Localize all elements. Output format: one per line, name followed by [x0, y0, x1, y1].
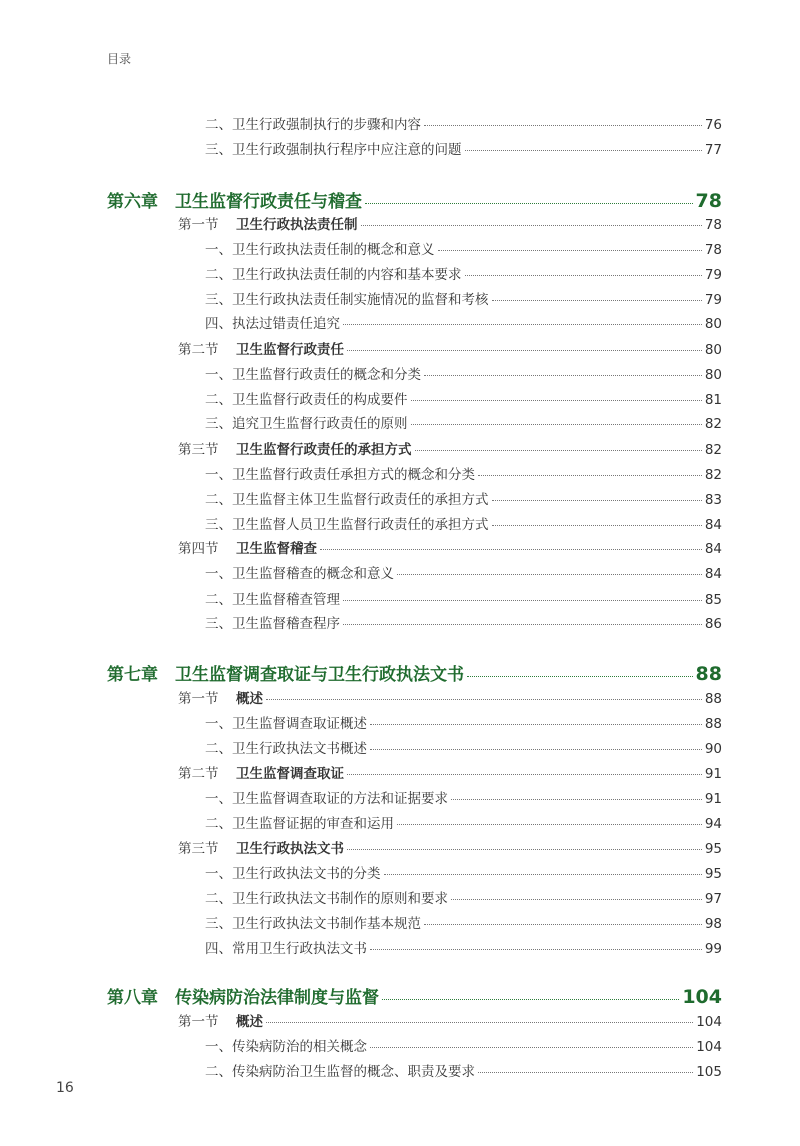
section-page: 82	[704, 442, 722, 458]
item-title: 三、追究卫生监督行政责任的原则	[205, 416, 408, 432]
item-page: 98	[704, 916, 722, 932]
toc-item[interactable]	[205, 138, 722, 158]
section-page: 95	[704, 841, 722, 857]
section-title: 卫生监督稽查	[236, 541, 317, 557]
dot-leader	[451, 799, 702, 800]
item-title: 三、卫生行政执法责任制实施情况的监督和考核	[205, 292, 489, 308]
dot-leader	[365, 203, 693, 204]
item-page: 79	[704, 292, 722, 308]
section-number: 第二节	[178, 342, 219, 358]
toc-item[interactable]	[205, 238, 722, 258]
dot-leader	[478, 1072, 693, 1073]
item-title: 二、卫生监督主体卫生监督行政责任的承担方式	[205, 492, 489, 508]
item-page: 99	[704, 941, 722, 957]
item-page: 83	[704, 492, 722, 508]
dot-leader	[438, 250, 702, 251]
item-page: 79	[704, 267, 722, 283]
dot-leader	[411, 424, 702, 425]
toc-section[interactable]	[178, 537, 722, 557]
toc-item[interactable]	[205, 1060, 722, 1080]
dot-leader	[384, 874, 702, 875]
toc-item[interactable]	[205, 363, 722, 383]
toc-section[interactable]	[178, 762, 722, 782]
item-page: 85	[704, 592, 722, 608]
item-page: 78	[704, 242, 722, 258]
toc-item[interactable]	[205, 113, 722, 133]
item-page: 88	[704, 716, 722, 732]
toc-section[interactable]	[178, 438, 722, 458]
section-number: 第二节	[178, 766, 219, 782]
section-number: 第一节	[178, 691, 219, 707]
item-title: 一、卫生监督行政责任的概念和分类	[205, 367, 421, 383]
section-title: 概述	[236, 1014, 263, 1030]
chapter-page: 88	[695, 663, 722, 685]
item-title: 二、卫生行政执法文书制作的原则和要求	[205, 891, 448, 907]
toc-chapter[interactable]	[107, 983, 722, 1008]
item-title: 四、常用卫生行政执法文书	[205, 941, 367, 957]
section-page: 91	[704, 766, 722, 782]
dot-leader	[382, 999, 679, 1000]
item-page: 80	[704, 316, 722, 332]
toc-item[interactable]	[205, 488, 722, 508]
toc-item[interactable]	[205, 937, 722, 957]
item-page: 76	[704, 117, 722, 133]
item-page: 82	[704, 467, 722, 483]
dot-leader	[492, 500, 702, 501]
section-page: 104	[696, 1014, 722, 1030]
toc-item[interactable]	[205, 862, 722, 882]
dot-leader	[266, 699, 702, 700]
toc-chapter[interactable]	[107, 660, 722, 685]
section-page: 84	[704, 541, 722, 557]
dot-leader	[370, 949, 702, 950]
toc-item[interactable]	[205, 787, 722, 807]
item-title: 二、卫生行政执法文书概述	[205, 741, 367, 757]
chapter-page: 104	[682, 986, 722, 1008]
item-title: 三、卫生监督人员卫生监督行政责任的承担方式	[205, 517, 489, 533]
item-title: 一、卫生监督行政责任承担方式的概念和分类	[205, 467, 475, 483]
item-page: 90	[704, 741, 722, 757]
item-title: 一、传染病防治的相关概念	[205, 1039, 367, 1055]
dot-leader	[424, 125, 702, 126]
running-head: 目录	[107, 52, 132, 66]
dot-leader	[347, 849, 702, 850]
dot-leader	[343, 624, 702, 625]
toc-item[interactable]	[205, 288, 722, 308]
section-number: 第四节	[178, 541, 219, 557]
dot-leader	[347, 350, 702, 351]
toc-chapter[interactable]	[107, 187, 722, 212]
item-title: 二、卫生监督证据的审查和运用	[205, 816, 394, 832]
dot-leader	[347, 774, 702, 775]
section-title: 卫生监督行政责任	[236, 342, 344, 358]
item-page: 95	[704, 866, 722, 882]
dot-leader	[492, 525, 702, 526]
toc-section[interactable]	[178, 338, 722, 358]
dot-leader	[451, 899, 702, 900]
section-title: 卫生行政执法责任制	[236, 217, 358, 233]
toc-section[interactable]	[178, 687, 722, 707]
dot-leader	[465, 275, 702, 276]
toc-item[interactable]	[205, 812, 722, 832]
item-page: 97	[704, 891, 722, 907]
dot-leader	[343, 324, 702, 325]
item-page: 91	[704, 791, 722, 807]
item-title: 二、卫生行政强制执行的步骤和内容	[205, 117, 421, 133]
toc-item[interactable]	[205, 388, 722, 408]
toc-item[interactable]	[205, 562, 722, 582]
section-page: 88	[704, 691, 722, 707]
toc-item[interactable]	[205, 312, 722, 332]
dot-leader	[465, 150, 702, 151]
item-title: 一、卫生行政执法责任制的概念和意义	[205, 242, 435, 258]
section-title: 卫生行政执法文书	[236, 841, 344, 857]
dot-leader	[370, 749, 702, 750]
item-page: 94	[704, 816, 722, 832]
section-number: 第三节	[178, 442, 219, 458]
chapter-number: 第六章	[107, 192, 158, 212]
section-page: 80	[704, 342, 722, 358]
item-page: 105	[696, 1064, 722, 1080]
dot-leader	[397, 574, 702, 575]
toc-item[interactable]	[205, 887, 722, 907]
section-page: 78	[704, 217, 722, 233]
section-number: 第一节	[178, 217, 219, 233]
toc-item[interactable]	[205, 412, 722, 432]
item-title: 一、卫生监督稽查的概念和意义	[205, 566, 394, 582]
dot-leader	[411, 400, 702, 401]
dot-leader	[467, 676, 693, 677]
item-page: 82	[704, 416, 722, 432]
item-page: 86	[704, 616, 722, 632]
item-title: 二、卫生监督稽查管理	[205, 592, 340, 608]
dot-leader	[478, 475, 702, 476]
toc-item[interactable]	[205, 912, 722, 932]
dot-leader	[266, 1022, 693, 1023]
item-title: 三、卫生监督稽查程序	[205, 616, 340, 632]
item-title: 二、卫生行政执法责任制的内容和基本要求	[205, 267, 462, 283]
item-page: 104	[696, 1039, 722, 1055]
dot-leader	[424, 924, 702, 925]
item-title: 四、执法过错责任追究	[205, 316, 340, 332]
item-title: 一、卫生监督调查取证概述	[205, 716, 367, 732]
section-title: 概述	[236, 691, 263, 707]
dot-leader	[397, 824, 702, 825]
chapter-title: 卫生监督调查取证与卫生行政执法文书	[175, 665, 464, 685]
chapter-page: 78	[695, 190, 722, 212]
toc-item[interactable]	[205, 612, 722, 632]
dot-leader	[370, 1047, 693, 1048]
item-page: 81	[704, 392, 722, 408]
toc-section[interactable]	[178, 1010, 722, 1030]
item-title: 三、卫生行政强制执行程序中应注意的问题	[205, 142, 462, 158]
section-title: 卫生监督行政责任的承担方式	[236, 442, 412, 458]
chapter-title: 卫生监督行政责任与稽查	[175, 192, 362, 212]
item-page: 84	[704, 566, 722, 582]
toc-item[interactable]	[205, 1035, 722, 1055]
dot-leader	[424, 375, 702, 376]
item-title: 二、卫生监督行政责任的构成要件	[205, 392, 408, 408]
toc-item[interactable]	[205, 712, 722, 732]
dot-leader	[320, 549, 702, 550]
chapter-number: 第八章	[107, 988, 158, 1008]
dot-leader	[370, 724, 702, 725]
page-number: 16	[56, 1080, 74, 1096]
item-title: 三、卫生行政执法文书制作基本规范	[205, 916, 421, 932]
item-page: 84	[704, 517, 722, 533]
toc-item[interactable]	[205, 513, 722, 533]
toc-section[interactable]	[178, 837, 722, 857]
item-page: 80	[704, 367, 722, 383]
item-title: 二、传染病防治卫生监督的概念、职责及要求	[205, 1064, 475, 1080]
toc-section[interactable]	[178, 213, 722, 233]
section-title: 卫生监督调查取证	[236, 766, 344, 782]
toc-item[interactable]	[205, 263, 722, 283]
chapter-number: 第七章	[107, 665, 158, 685]
dot-leader	[343, 600, 702, 601]
item-title: 一、卫生行政执法文书的分类	[205, 866, 381, 882]
item-page: 77	[704, 142, 722, 158]
dot-leader	[361, 225, 702, 226]
dot-leader	[415, 450, 702, 451]
dot-leader	[492, 300, 702, 301]
toc-item[interactable]	[205, 588, 722, 608]
toc-item[interactable]	[205, 463, 722, 483]
section-number: 第三节	[178, 841, 219, 857]
chapter-title: 传染病防治法律制度与监督	[175, 988, 379, 1008]
section-number: 第一节	[178, 1014, 219, 1030]
item-title: 一、卫生监督调查取证的方法和证据要求	[205, 791, 448, 807]
toc-item[interactable]	[205, 737, 722, 757]
